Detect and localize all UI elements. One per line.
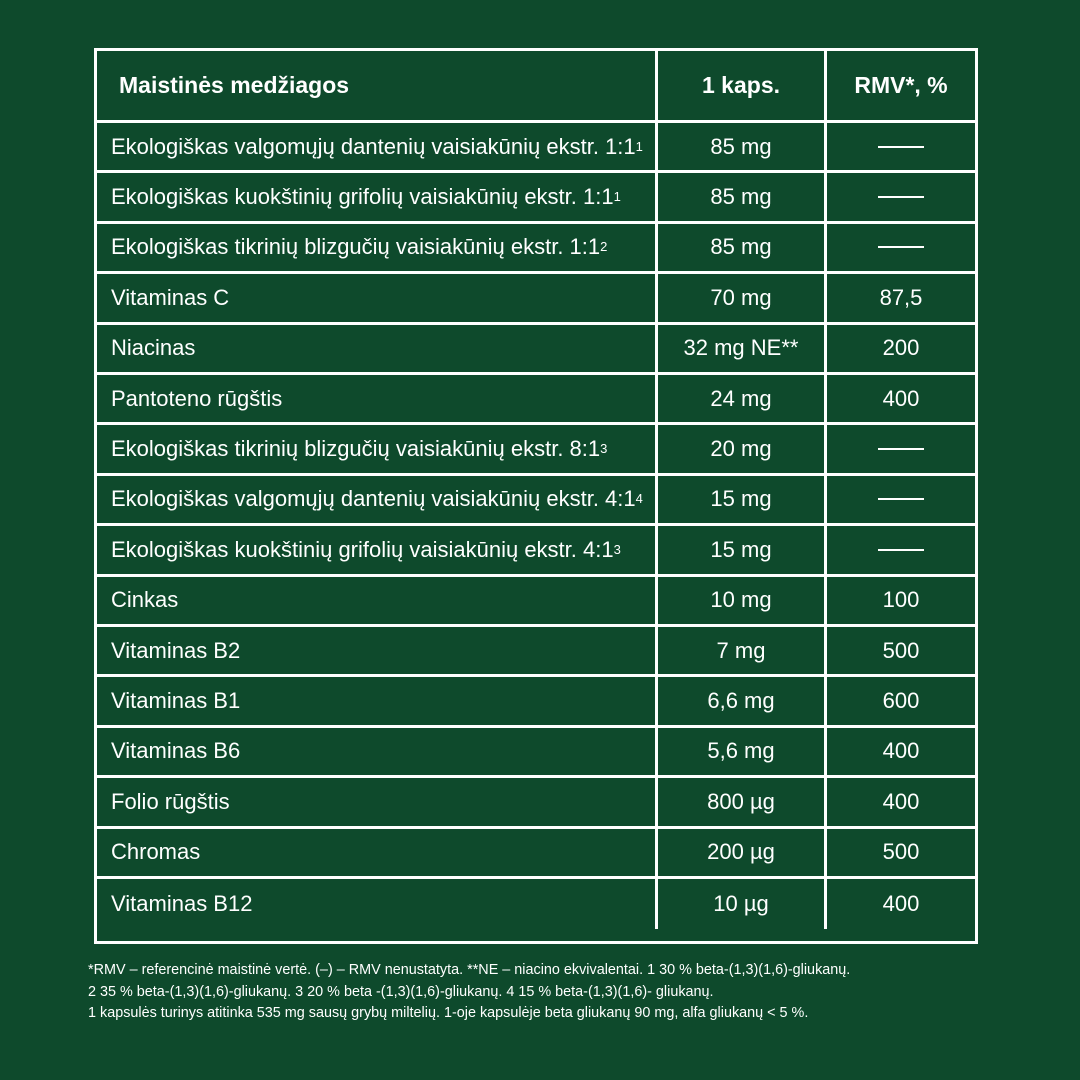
nutrient-name: [97, 677, 658, 724]
amount-per-capsule: 85 mg: [658, 224, 827, 271]
table-row: [97, 879, 975, 929]
rmv-percent: 87,5: [879, 284, 923, 310]
nutrient-name: Ekologiškas tikrinių blizgučių vaisiakūnių ekstr. 8:1 3: [97, 425, 658, 472]
amount-per-capsule: 15 mg: [658, 526, 827, 573]
nutrient-name-text: Ekologiškas valgomųjų dantenių vaisiakūnių ekstr. 1:1: [111, 133, 636, 159]
nutrient-name-text: Ekologiškas valgomųjų dantenių vaisiakūnių ekstr. 4:1: [111, 486, 636, 512]
rmv-percent: [827, 224, 975, 271]
nutrient-name-text: Vitaminas B1: [111, 688, 241, 714]
header-per-capsule: 1 kaps.: [658, 51, 827, 120]
table-row: [97, 627, 975, 677]
not-established-dash: [878, 448, 924, 450]
nutrition-table: [94, 48, 978, 944]
nutrient-name-text: Cinkas: [111, 587, 179, 613]
amount-per-capsule: 5,6 mg: [658, 728, 827, 775]
not-established-dash: [878, 549, 924, 551]
table-row: [97, 325, 975, 375]
nutrient-name: [97, 375, 658, 422]
table-row: [97, 123, 975, 173]
rmv-percent: 500: [882, 637, 920, 663]
rmv-percent: 100: [882, 587, 920, 613]
nutrient-name: Ekologiškas valgomųjų dantenių vaisiakūnių ekstr. 1:1 1: [97, 123, 658, 170]
nutrient-name-text: Ekologiškas kuokštinių grifolių vaisiakūnių ekstr. 4:1: [111, 536, 614, 562]
table-row: [97, 173, 975, 223]
rmv-percent: 200: [882, 335, 920, 361]
nutrient-name-text: Vitaminas B6: [111, 738, 241, 764]
nutrient-name: Ekologiškas kuokštinių grifolių vaisiakūnių ekstr. 1:1 1: [97, 173, 658, 220]
header-nutrient: Maistinės medžiagos: [97, 51, 658, 120]
footnote-line-3: 1 kapsulės turinys atitinka 535 mg sausų grybų miltelių. 1-oje kapsulėje beta gliukanų 90 mg, alfa gliukanų < 5 %.: [88, 1005, 809, 1021]
header-rmv: RMV*, %: [854, 72, 948, 98]
rmv-percent: [827, 173, 975, 220]
amount-per-capsule: 32 mg NE**: [658, 325, 827, 372]
amount-per-capsule: 200 µg: [658, 829, 827, 876]
nutrient-name-text: Vitaminas B12: [111, 891, 253, 917]
rmv-percent: 400: [882, 788, 920, 814]
rmv-percent: 500: [882, 839, 920, 865]
amount-per-capsule: 85 mg: [658, 173, 827, 220]
table-header-row: [97, 51, 975, 123]
nutrient-name: [97, 728, 658, 775]
rmv-percent: 400: [882, 738, 920, 764]
amount-per-capsule: 15 mg: [658, 476, 827, 523]
amount-per-capsule: 24 mg: [658, 375, 827, 422]
table-row: [97, 577, 975, 627]
nutrient-name: [97, 274, 658, 321]
amount-per-capsule: 7 mg: [658, 627, 827, 674]
amount-per-capsule: 6,6 mg: [658, 677, 827, 724]
nutrient-name-text: Folio rūgštis: [111, 788, 230, 814]
table-row: [97, 677, 975, 727]
table-row: [97, 526, 975, 576]
footnotes: [88, 960, 1008, 1025]
table-row: [97, 829, 975, 879]
nutrient-name-text: Chromas: [111, 839, 201, 865]
nutrient-name: [97, 325, 658, 372]
table-row: [97, 476, 975, 526]
amount-per-capsule: 10 mg: [658, 577, 827, 624]
rmv-percent: [827, 123, 975, 170]
table-row: [97, 375, 975, 425]
amount-per-capsule: 800 µg: [658, 778, 827, 825]
nutrient-name: [97, 829, 658, 876]
nutrient-name: [97, 627, 658, 674]
not-established-dash: [878, 246, 924, 248]
amount-per-capsule: 70 mg: [658, 274, 827, 321]
nutrient-name-text: Ekologiškas kuokštinių grifolių vaisiakūnių ekstr. 1:1: [111, 184, 614, 210]
nutrient-name: [97, 778, 658, 825]
amount-per-capsule: 20 mg: [658, 425, 827, 472]
nutrient-name-text: Ekologiškas tikrinių blizgučių vaisiakūnių ekstr. 1:1: [111, 234, 601, 260]
nutrient-name-text: Ekologiškas tikrinių blizgučių vaisiakūnių ekstr. 8:1: [111, 436, 601, 462]
nutrient-name-text: Vitaminas B2: [111, 637, 241, 663]
amount-per-capsule: 10 µg: [658, 879, 827, 929]
rmv-percent: [827, 526, 975, 573]
not-established-dash: [878, 196, 924, 198]
nutrient-name-text: Pantoteno rūgštis: [111, 385, 283, 411]
footnote-line-2: 2 35 % beta-(1,3)(1,6)-gliukanų. 3 20 % beta -(1,3)(1,6)-gliukanų. 4 15 % beta-(1,3)(1,6)- gliukanų.: [88, 983, 714, 1000]
footnote-line-1: *RMV – referencinė maistinė vertė. (–) – RMV nenustatyta. **NE – niacino ekvivalentai. 1 30 % beta-(1,3)(1,6)-gliukanų.: [88, 962, 851, 978]
table-row: [97, 778, 975, 828]
rmv-percent: 400: [882, 891, 920, 917]
rmv-percent: [827, 425, 975, 472]
nutrient-name: [97, 577, 658, 624]
nutrient-name-text: Vitaminas C: [111, 284, 230, 310]
table-row: [97, 728, 975, 778]
not-established-dash: [878, 146, 924, 148]
rmv-percent: 400: [882, 385, 920, 411]
table-row: [97, 274, 975, 324]
nutrient-name: Ekologiškas kuokštinių grifolių vaisiakūnių ekstr. 4:1 3: [97, 526, 658, 573]
amount-per-capsule: 85 mg: [658, 123, 827, 170]
table-row: [97, 224, 975, 274]
nutrient-name: [97, 879, 658, 929]
rmv-percent: 600: [882, 688, 920, 714]
nutrient-name: Ekologiškas tikrinių blizgučių vaisiakūnių ekstr. 1:1 2: [97, 224, 658, 271]
rmv-percent: [827, 476, 975, 523]
not-established-dash: [878, 498, 924, 500]
nutrient-name: Ekologiškas valgomųjų dantenių vaisiakūnių ekstr. 4:1 4: [97, 476, 658, 523]
nutrient-name-text: Niacinas: [111, 335, 196, 361]
table-row: [97, 425, 975, 475]
